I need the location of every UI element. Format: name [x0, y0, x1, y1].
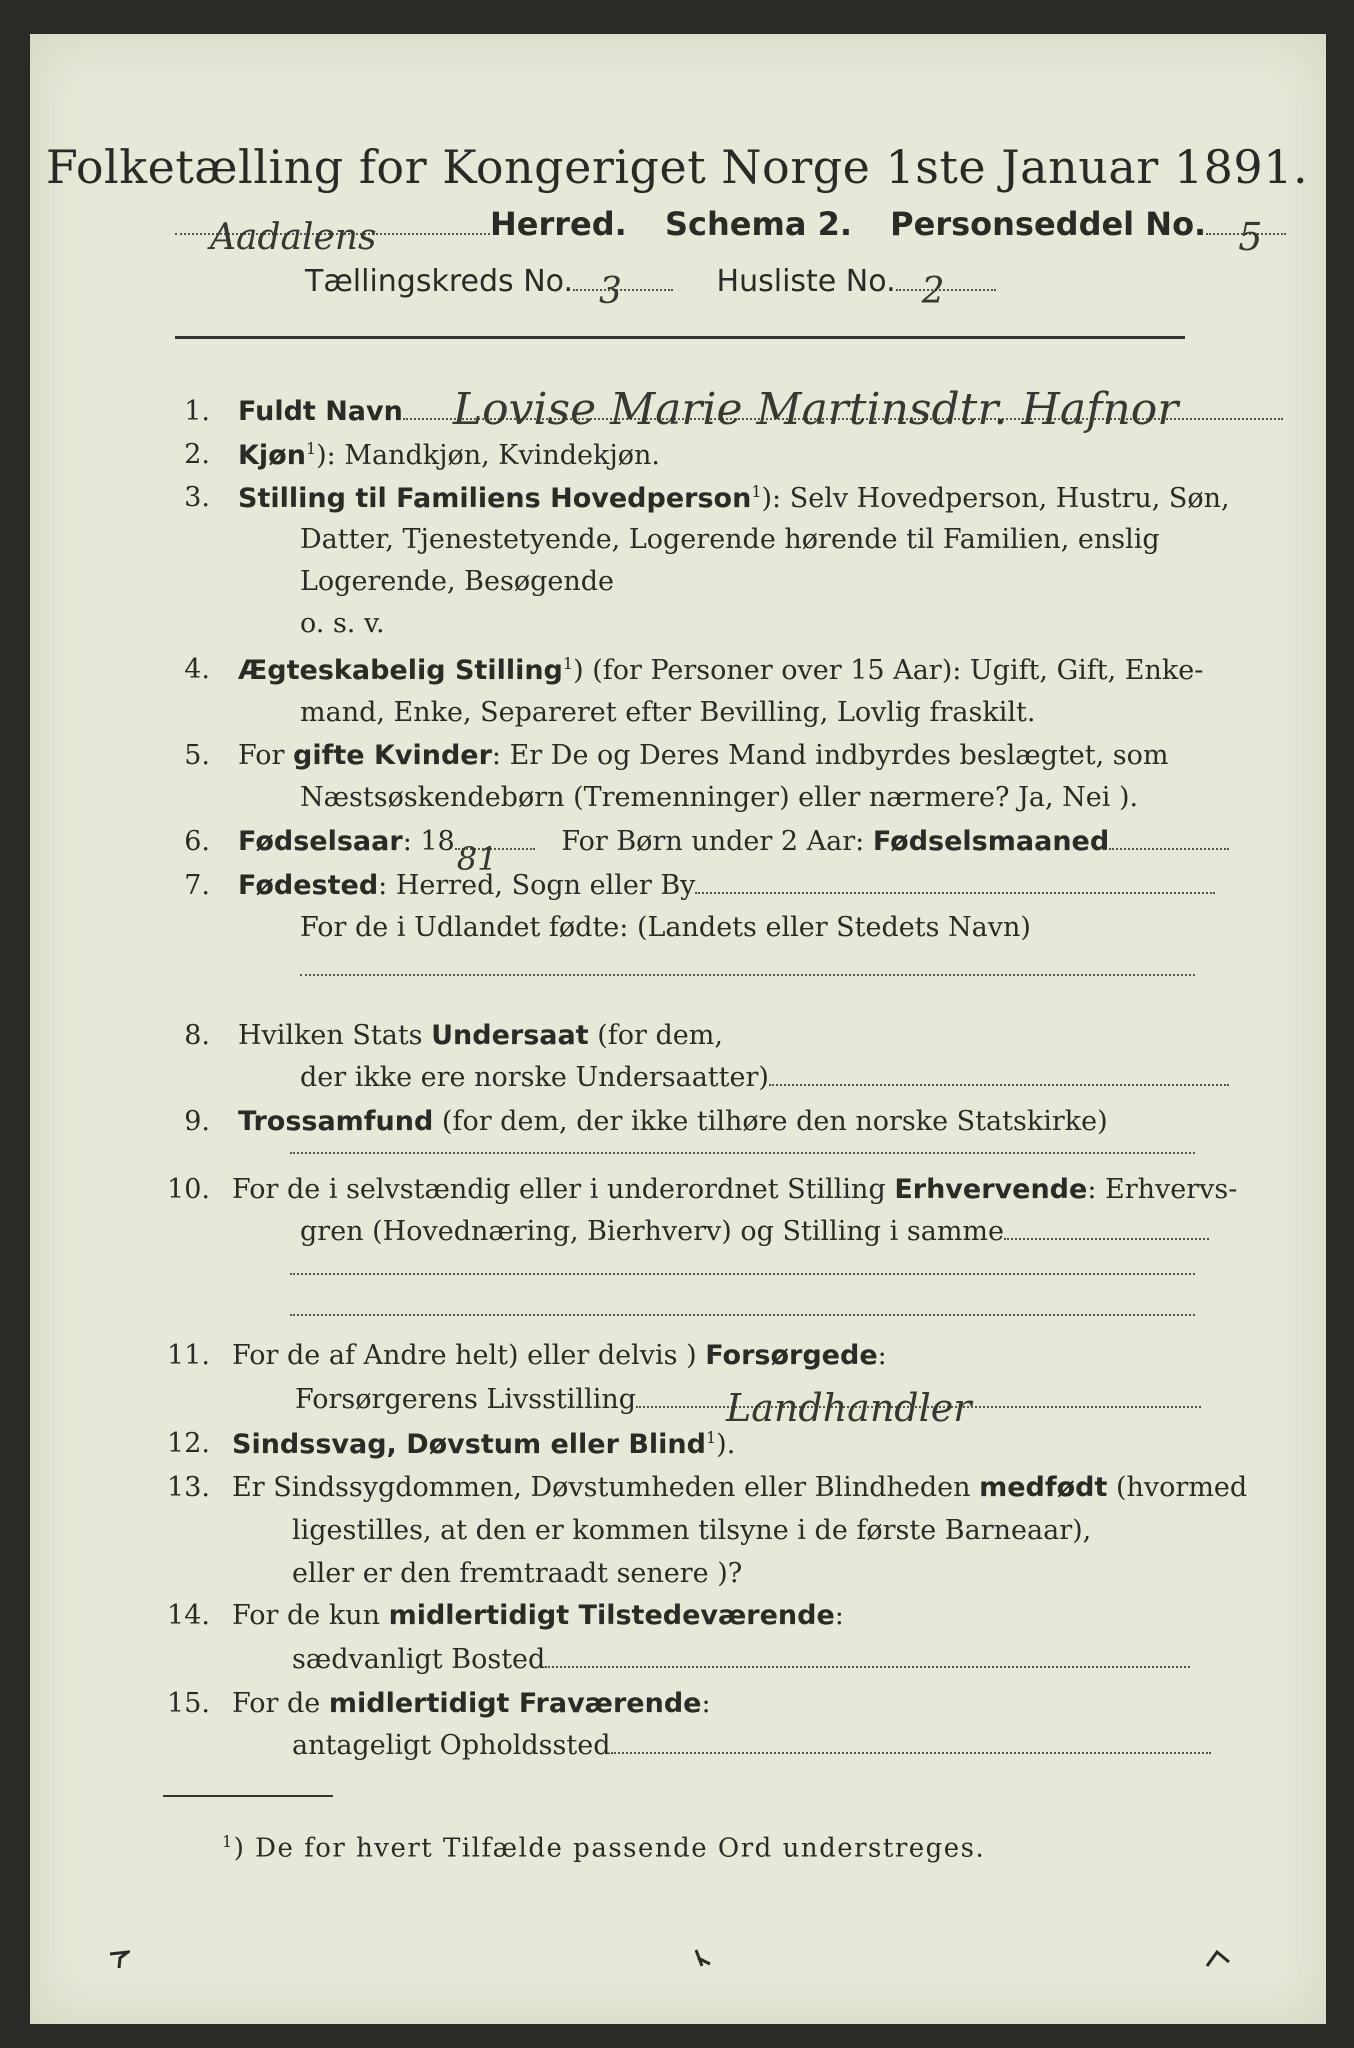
item-12-rest: ). — [716, 1429, 736, 1460]
item-12-number: 12. — [167, 1428, 210, 1459]
husliste-value: 2 — [921, 271, 945, 312]
usual-residence-field[interactable] — [545, 1666, 1190, 1668]
item-12-label: Sindssvag, Døvstum eller Blind — [232, 1429, 706, 1460]
item-1-label: Fuldt Navn — [238, 396, 403, 427]
taellingskreds-label: Tællingskreds No. — [305, 264, 573, 299]
item-15-cont-line — [292, 1730, 1211, 1761]
footnote-line — [222, 1832, 985, 1864]
item-3-label: Stilling til Familiens Hovedperson — [238, 483, 752, 514]
item-3-cont-2: Logerende, Besøgende — [300, 566, 614, 597]
abroad-birthplace-field[interactable] — [300, 974, 1195, 976]
item-15-line — [232, 1688, 711, 1719]
footnote-marker: 1 — [222, 1832, 234, 1851]
item-15-cont-1: antageligt Opholdssted — [292, 1730, 611, 1761]
header-rule — [175, 336, 1185, 339]
item-4-label: Ægteskabelig Stilling — [238, 655, 563, 686]
item-13-label: medfødt — [979, 1472, 1108, 1503]
item-11-cont-1: Forsørgerens Livsstilling — [295, 1384, 637, 1415]
occupation-field-3[interactable] — [290, 1314, 1195, 1316]
item-4-options: ) (for Personer over 15 Aar): Ugift, Gift, Enke- — [573, 655, 1204, 686]
item-3-number: 3. — [184, 482, 210, 513]
footnote-ref: 1 — [705, 1428, 717, 1447]
item-14-cont-line — [292, 1644, 1190, 1675]
taellingskreds-field[interactable] — [573, 271, 673, 312]
form-title: Folketælling for Kongeriget Norge 1ste Januar 1891. — [45, 140, 1309, 194]
birth-year-value: 81 — [456, 840, 498, 878]
item-10-pre: For de i selvstændig eller i underordnet Stilling — [232, 1174, 895, 1205]
item-6-number: 6. — [184, 826, 210, 857]
item-7-label: Fødested — [238, 870, 379, 901]
item-10-label: Erhvervende — [894, 1174, 1088, 1205]
provider-occupation-field[interactable] — [636, 1386, 1201, 1430]
item-13-line — [232, 1472, 1247, 1503]
item-2-number: 2. — [184, 439, 210, 470]
citizenship-field[interactable] — [769, 1084, 1229, 1086]
item-14-rest: : — [834, 1600, 844, 1631]
personseddel-field[interactable] — [1206, 215, 1286, 259]
item-8-pre: Hvilken Stats — [238, 1020, 432, 1051]
item-5-number: 5. — [184, 740, 210, 771]
birthplace-field[interactable] — [695, 892, 1215, 894]
item-8-label: Undersaat — [431, 1020, 589, 1051]
probable-location-field[interactable] — [611, 1752, 1211, 1754]
item-12-line — [232, 1428, 735, 1460]
husliste-label: Husliste No. — [716, 264, 896, 299]
item-14-pre: For de kun — [232, 1600, 389, 1631]
item-5-label: gifte Kvinder — [293, 740, 492, 771]
footnote-ref: 1 — [562, 654, 574, 673]
item-9-rest: (for dem, der ikke tilhøre den norske Statskirke) — [433, 1106, 1108, 1137]
item-15-number: 15. — [167, 1688, 210, 1719]
herred-field[interactable] — [175, 217, 490, 258]
item-8-cont-line — [300, 1062, 1229, 1093]
item-3-cont-3: o. s. v. — [300, 608, 385, 639]
item-10-cont-line — [300, 1216, 1209, 1247]
provider-occupation-value: Landhandler — [726, 1386, 972, 1430]
item-14-cont-1: sædvanligt Bosted — [292, 1644, 546, 1675]
corner-mark-right — [1205, 1948, 1227, 1970]
item-15-label: midlertidigt Fraværende — [328, 1688, 702, 1719]
item-5-cont-1: Næstsøskendebørn (Tremenninger) eller nærmere? Ja, Nei ). — [300, 782, 1139, 813]
item-13-cont-2: eller er den fremtraadt senere )? — [292, 1558, 743, 1589]
item-7-options: : Herred, Sogn eller By — [378, 870, 696, 901]
item-6-line — [238, 826, 1229, 878]
item-8-line — [238, 1020, 723, 1051]
item-4-number: 4. — [184, 654, 210, 685]
item-6-label: Fødselsaar — [238, 826, 403, 857]
item-7-number: 7. — [184, 870, 210, 901]
item-3-cont-1: Datter, Tjenestetyende, Logerende hørende til Familien, enslig — [300, 524, 1160, 555]
item-1-line — [238, 384, 1283, 435]
item-11-rest: ) eller delvis ) — [508, 1340, 706, 1371]
item-2-label: Kjøn — [238, 440, 306, 471]
item-11-colon: : — [877, 1340, 887, 1371]
item-11-number: 11. — [167, 1340, 210, 1371]
item-7-line — [238, 870, 1215, 901]
full-name-field[interactable] — [403, 384, 1283, 435]
item-14-number: 14. — [167, 1600, 210, 1631]
item-11-label: Forsørgede — [705, 1340, 878, 1371]
occupation-field-2[interactable] — [290, 1273, 1195, 1275]
footnote-ref: 1 — [751, 482, 762, 501]
herred-value: Aadalens — [210, 217, 377, 258]
item-9-number: 9. — [184, 1106, 210, 1137]
corner-mark-left — [108, 1948, 130, 1970]
item-5-line — [238, 740, 1169, 771]
item-3-line — [238, 482, 1230, 514]
item-13-pre: Er Sindssygdommen, Døvstumheden eller Blindheden — [232, 1472, 980, 1503]
personseddel-value: 5 — [1238, 215, 1263, 259]
schema-label: Schema 2. — [664, 205, 852, 243]
footnote-rule — [163, 1795, 333, 1797]
full-name-value: Lovise Marie Martinsdtr. Hafnor — [452, 384, 1179, 435]
herred-label: Herred. — [490, 205, 627, 243]
item-1-number: 1. — [184, 396, 210, 427]
item-9-label: Trossamfund — [238, 1106, 434, 1137]
footnote-text: ) De for hvert Tilfælde passende Ord understreges. — [233, 1833, 986, 1864]
item-15-rest: : — [701, 1688, 711, 1719]
item-7-cont-1: For de i Udlandet fødte: (Landets eller Stedets Navn) — [300, 912, 1031, 943]
item-9-line — [238, 1106, 1108, 1137]
husliste-field[interactable] — [896, 271, 996, 312]
occupation-field[interactable] — [1004, 1238, 1209, 1240]
item-11-pre: For de af Andre helt — [232, 1340, 509, 1371]
item-13-cont-1: ligestilles, at den er kommen tilsyne i de første Barneaar), — [292, 1515, 1092, 1546]
item-4-cont-1: mand, Enke, Separeret efter Bevilling, Lovlig fraskilt. — [300, 697, 1036, 728]
item-5-pre: For — [238, 740, 294, 771]
item-11-cont-line — [295, 1384, 1201, 1430]
item-13-rest: (hvormed — [1107, 1472, 1248, 1503]
item-8-number: 8. — [184, 1020, 210, 1051]
item-11-line — [232, 1340, 887, 1371]
item-2-line — [238, 439, 660, 471]
item-10-line — [232, 1174, 1237, 1205]
personseddel-label: Personseddel No. — [890, 205, 1207, 243]
item-10-number: 10. — [167, 1174, 210, 1205]
item-6-prefix: : 18 — [402, 826, 455, 857]
item-15-pre: For de — [232, 1688, 329, 1719]
corner-mark-center — [692, 1948, 714, 1970]
item-13-number: 13. — [167, 1472, 210, 1503]
item-4-line — [238, 654, 1203, 686]
item-10-rest: : Erhvervs- — [1087, 1174, 1238, 1205]
item-10-cont-1: gren (Hovednæring, Bierhverv) og Stilling i samme — [300, 1216, 1005, 1247]
item-14-line — [232, 1600, 844, 1631]
herred-line — [175, 205, 1286, 259]
taellingskreds-value: 3 — [599, 271, 622, 312]
faith-field[interactable] — [290, 1152, 1195, 1154]
birth-year-field[interactable] — [455, 840, 535, 878]
birth-month-field[interactable] — [1109, 848, 1229, 850]
item-8-cont-1: der ikke ere norske Undersaatter) — [300, 1062, 769, 1093]
item-6-under2: For Børn under 2 Aar: — [561, 826, 865, 857]
item-2-options: ): Mandkjøn, Kvindekjøn. — [316, 440, 660, 471]
footnote-ref: 1 — [305, 439, 317, 458]
taellingskreds-line — [305, 264, 996, 312]
item-6-month-label: Fødselsmaaned — [872, 826, 1110, 857]
item-5-question: : Er De og Deres Mand indbyrdes beslægtet, som — [491, 740, 1169, 771]
item-8-rest: (for dem, — [588, 1020, 723, 1051]
item-14-label: midlertidigt Tilstedeværende — [388, 1600, 835, 1631]
item-3-options: ): Selv Hovedperson, Hustru, Søn, — [761, 483, 1230, 514]
